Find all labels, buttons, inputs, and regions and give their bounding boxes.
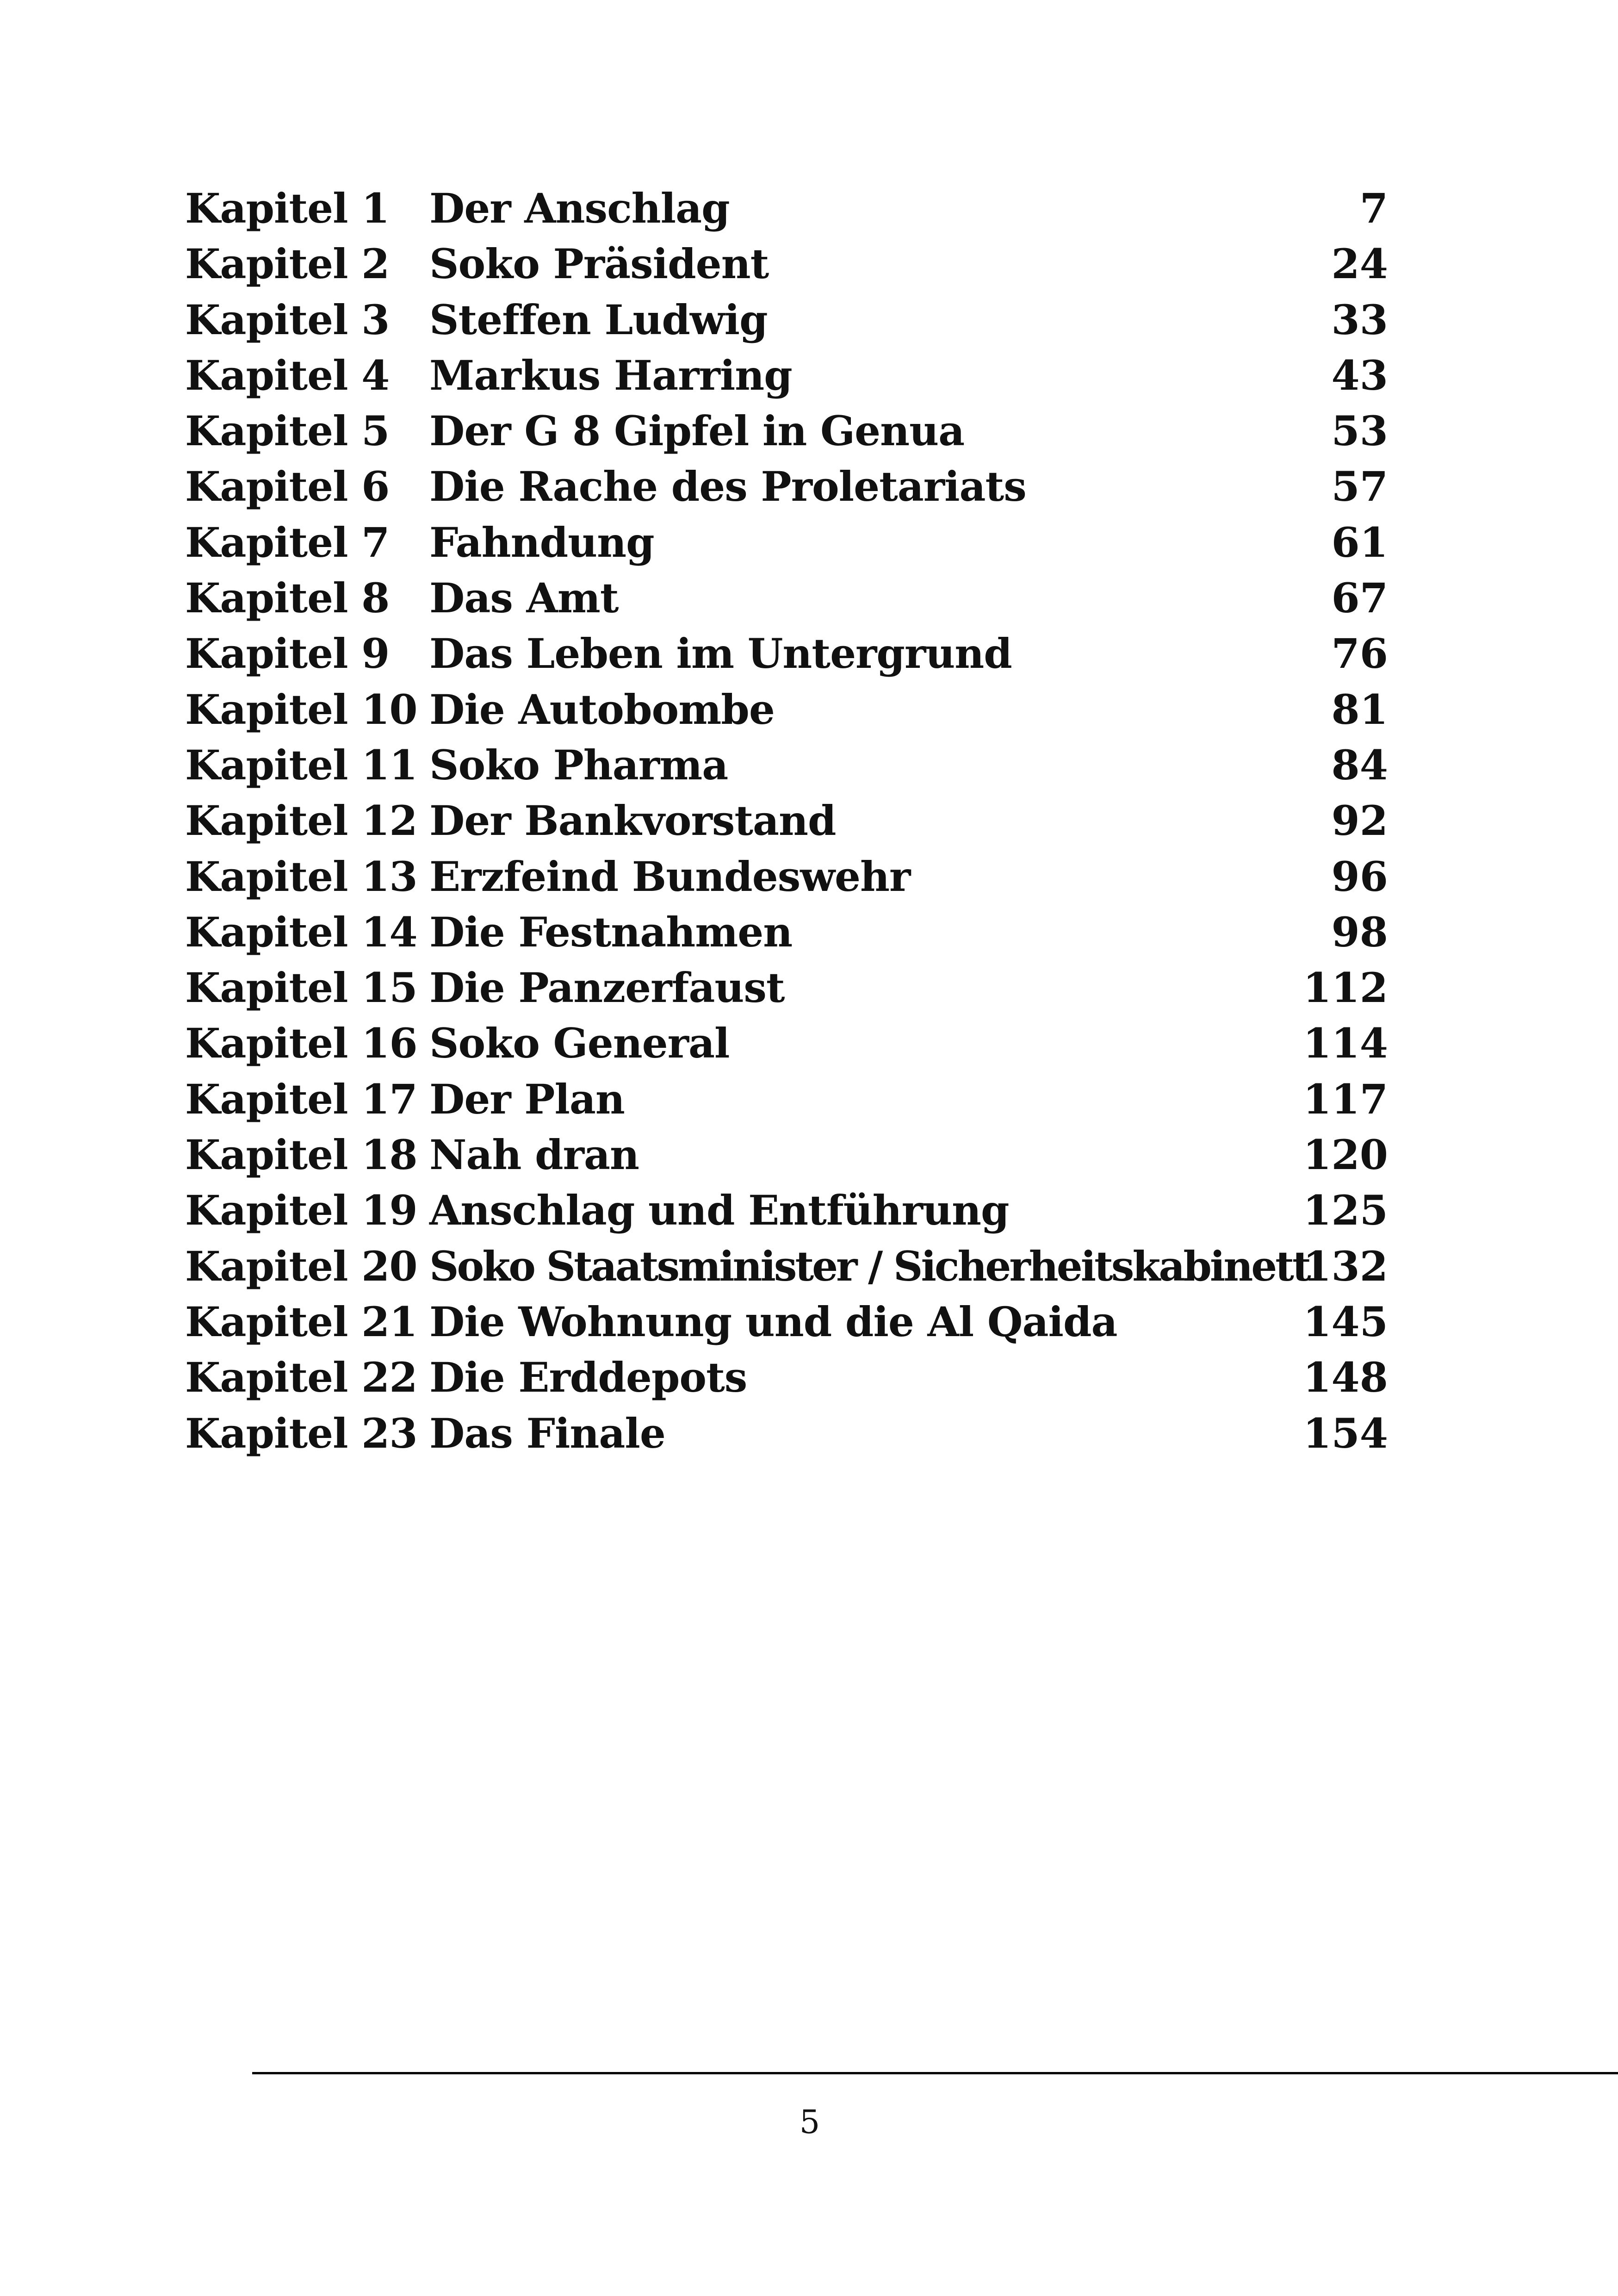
toc-chapter-title: Die Rache des Proletariats xyxy=(429,462,1026,511)
toc-entry xyxy=(185,849,1388,904)
toc-chapter-label: Kapitel 7 xyxy=(185,518,390,566)
toc-chapter-title: Das Leben im Untergrund xyxy=(429,629,1012,678)
toc-entry xyxy=(185,1294,1388,1350)
toc-page-number: 24 xyxy=(1331,240,1388,288)
toc-chapter-title: Die Erddepots xyxy=(429,1353,747,1402)
toc-page-number: 148 xyxy=(1303,1353,1388,1402)
toc-chapter-title: Das Amt xyxy=(429,574,619,622)
table-of-contents xyxy=(185,180,1388,1461)
toc-entry xyxy=(185,737,1388,793)
toc-page-number: 76 xyxy=(1331,629,1388,678)
toc-page-number: 154 xyxy=(1303,1409,1388,1457)
toc-chapter-label: Kapitel 22 xyxy=(185,1353,417,1402)
toc-chapter-title: Anschlag und Entführung xyxy=(429,1186,1009,1235)
toc-chapter-label: Kapitel 1 xyxy=(185,184,390,232)
toc-entry xyxy=(185,1350,1388,1405)
toc-chapter-title: Nah dran xyxy=(429,1131,639,1179)
toc-entry xyxy=(185,1127,1388,1182)
toc-page-number: 57 xyxy=(1331,462,1388,511)
toc-entry xyxy=(185,1071,1388,1127)
toc-chapter-title: Erzfeind Bundeswehr xyxy=(429,852,911,901)
toc-chapter-label: Kapitel 20 xyxy=(185,1242,417,1290)
toc-chapter-title: Die Festnahmen xyxy=(429,908,793,956)
toc-chapter-title: Die Wohnung und die Al Qaida xyxy=(429,1297,1117,1346)
toc-chapter-title: Der Bankvorstand xyxy=(429,796,836,845)
toc-chapter-title: Der G 8 Gipfel in Genua xyxy=(429,407,965,455)
toc-page-number: 112 xyxy=(1303,964,1388,1012)
toc-chapter-label: Kapitel 6 xyxy=(185,462,390,511)
toc-page-number: 43 xyxy=(1331,351,1388,399)
toc-entry xyxy=(185,348,1388,403)
toc-entry xyxy=(185,570,1388,626)
toc-page-number: 120 xyxy=(1303,1131,1388,1179)
toc-chapter-title: Die Panzerfaust xyxy=(429,964,785,1012)
toc-page-number: 84 xyxy=(1331,740,1388,789)
toc-chapter-title: Der Anschlag xyxy=(429,184,730,232)
toc-entry xyxy=(185,459,1388,514)
toc-chapter-label: Kapitel 19 xyxy=(185,1186,417,1235)
toc-entry xyxy=(185,236,1388,292)
toc-chapter-label: Kapitel 13 xyxy=(185,852,417,901)
toc-chapter-title: Markus Harring xyxy=(429,351,792,399)
toc-entry xyxy=(185,682,1388,737)
toc-entry xyxy=(185,292,1388,348)
toc-page-number: 92 xyxy=(1331,796,1388,845)
toc-entry xyxy=(185,403,1388,459)
toc-chapter-label: Kapitel 16 xyxy=(185,1019,417,1068)
toc-page-number: 117 xyxy=(1303,1075,1388,1123)
toc-page-number: 98 xyxy=(1331,908,1388,956)
toc-chapter-label: Kapitel 12 xyxy=(185,796,417,845)
toc-page-number: 33 xyxy=(1331,295,1388,344)
toc-chapter-label: Kapitel 11 xyxy=(185,740,417,789)
toc-chapter-title: Der Plan xyxy=(429,1075,625,1123)
toc-chapter-title: Fahndung xyxy=(429,518,654,566)
toc-chapter-title: Soko Präsident xyxy=(429,240,769,288)
toc-page-number: 61 xyxy=(1331,518,1388,566)
toc-page-number: 53 xyxy=(1331,407,1388,455)
toc-page-number: 132 xyxy=(1303,1242,1388,1290)
toc-chapter-label: Kapitel 8 xyxy=(185,574,390,622)
toc-page-number: 114 xyxy=(1303,1019,1388,1068)
toc-chapter-label: Kapitel 5 xyxy=(185,407,390,455)
toc-chapter-label: Kapitel 21 xyxy=(185,1297,417,1346)
toc-chapter-title: Steffen Ludwig xyxy=(429,295,768,344)
toc-entry xyxy=(185,1238,1388,1294)
toc-page-number: 67 xyxy=(1331,574,1388,622)
toc-chapter-label: Kapitel 2 xyxy=(185,240,390,288)
footer-divider xyxy=(252,2072,1618,2074)
toc-chapter-label: Kapitel 9 xyxy=(185,629,390,678)
toc-chapter-title: Die Autobombe xyxy=(429,685,775,734)
toc-chapter-title: Das Finale xyxy=(429,1409,665,1457)
toc-chapter-label: Kapitel 18 xyxy=(185,1131,417,1179)
toc-page-number: 96 xyxy=(1331,852,1388,901)
toc-chapter-label: Kapitel 3 xyxy=(185,295,390,344)
toc-entry xyxy=(185,180,1388,236)
toc-chapter-title: Soko General xyxy=(429,1019,730,1068)
toc-page-number: 81 xyxy=(1331,685,1388,734)
toc-chapter-label: Kapitel 4 xyxy=(185,351,390,399)
toc-chapter-title: Soko Staatsminister / Sicherheitskabinett xyxy=(429,1242,1309,1290)
toc-chapter-label: Kapitel 10 xyxy=(185,685,417,734)
toc-entry xyxy=(185,515,1388,570)
toc-chapter-label: Kapitel 14 xyxy=(185,908,417,956)
toc-entry xyxy=(185,1015,1388,1071)
toc-entry xyxy=(185,626,1388,681)
toc-entry xyxy=(185,960,1388,1015)
toc-entry xyxy=(185,904,1388,960)
toc-chapter-label: Kapitel 17 xyxy=(185,1075,417,1123)
toc-page-number: 125 xyxy=(1303,1186,1388,1235)
toc-entry xyxy=(185,1182,1388,1238)
toc-entry xyxy=(185,793,1388,848)
page-number: 5 xyxy=(799,2103,820,2141)
toc-chapter-label: Kapitel 15 xyxy=(185,964,417,1012)
toc-entry xyxy=(185,1406,1388,1461)
toc-chapter-label: Kapitel 23 xyxy=(185,1409,417,1457)
toc-page-number: 7 xyxy=(1359,184,1388,232)
toc-page-number: 145 xyxy=(1303,1297,1388,1346)
toc-chapter-title: Soko Pharma xyxy=(429,740,728,789)
